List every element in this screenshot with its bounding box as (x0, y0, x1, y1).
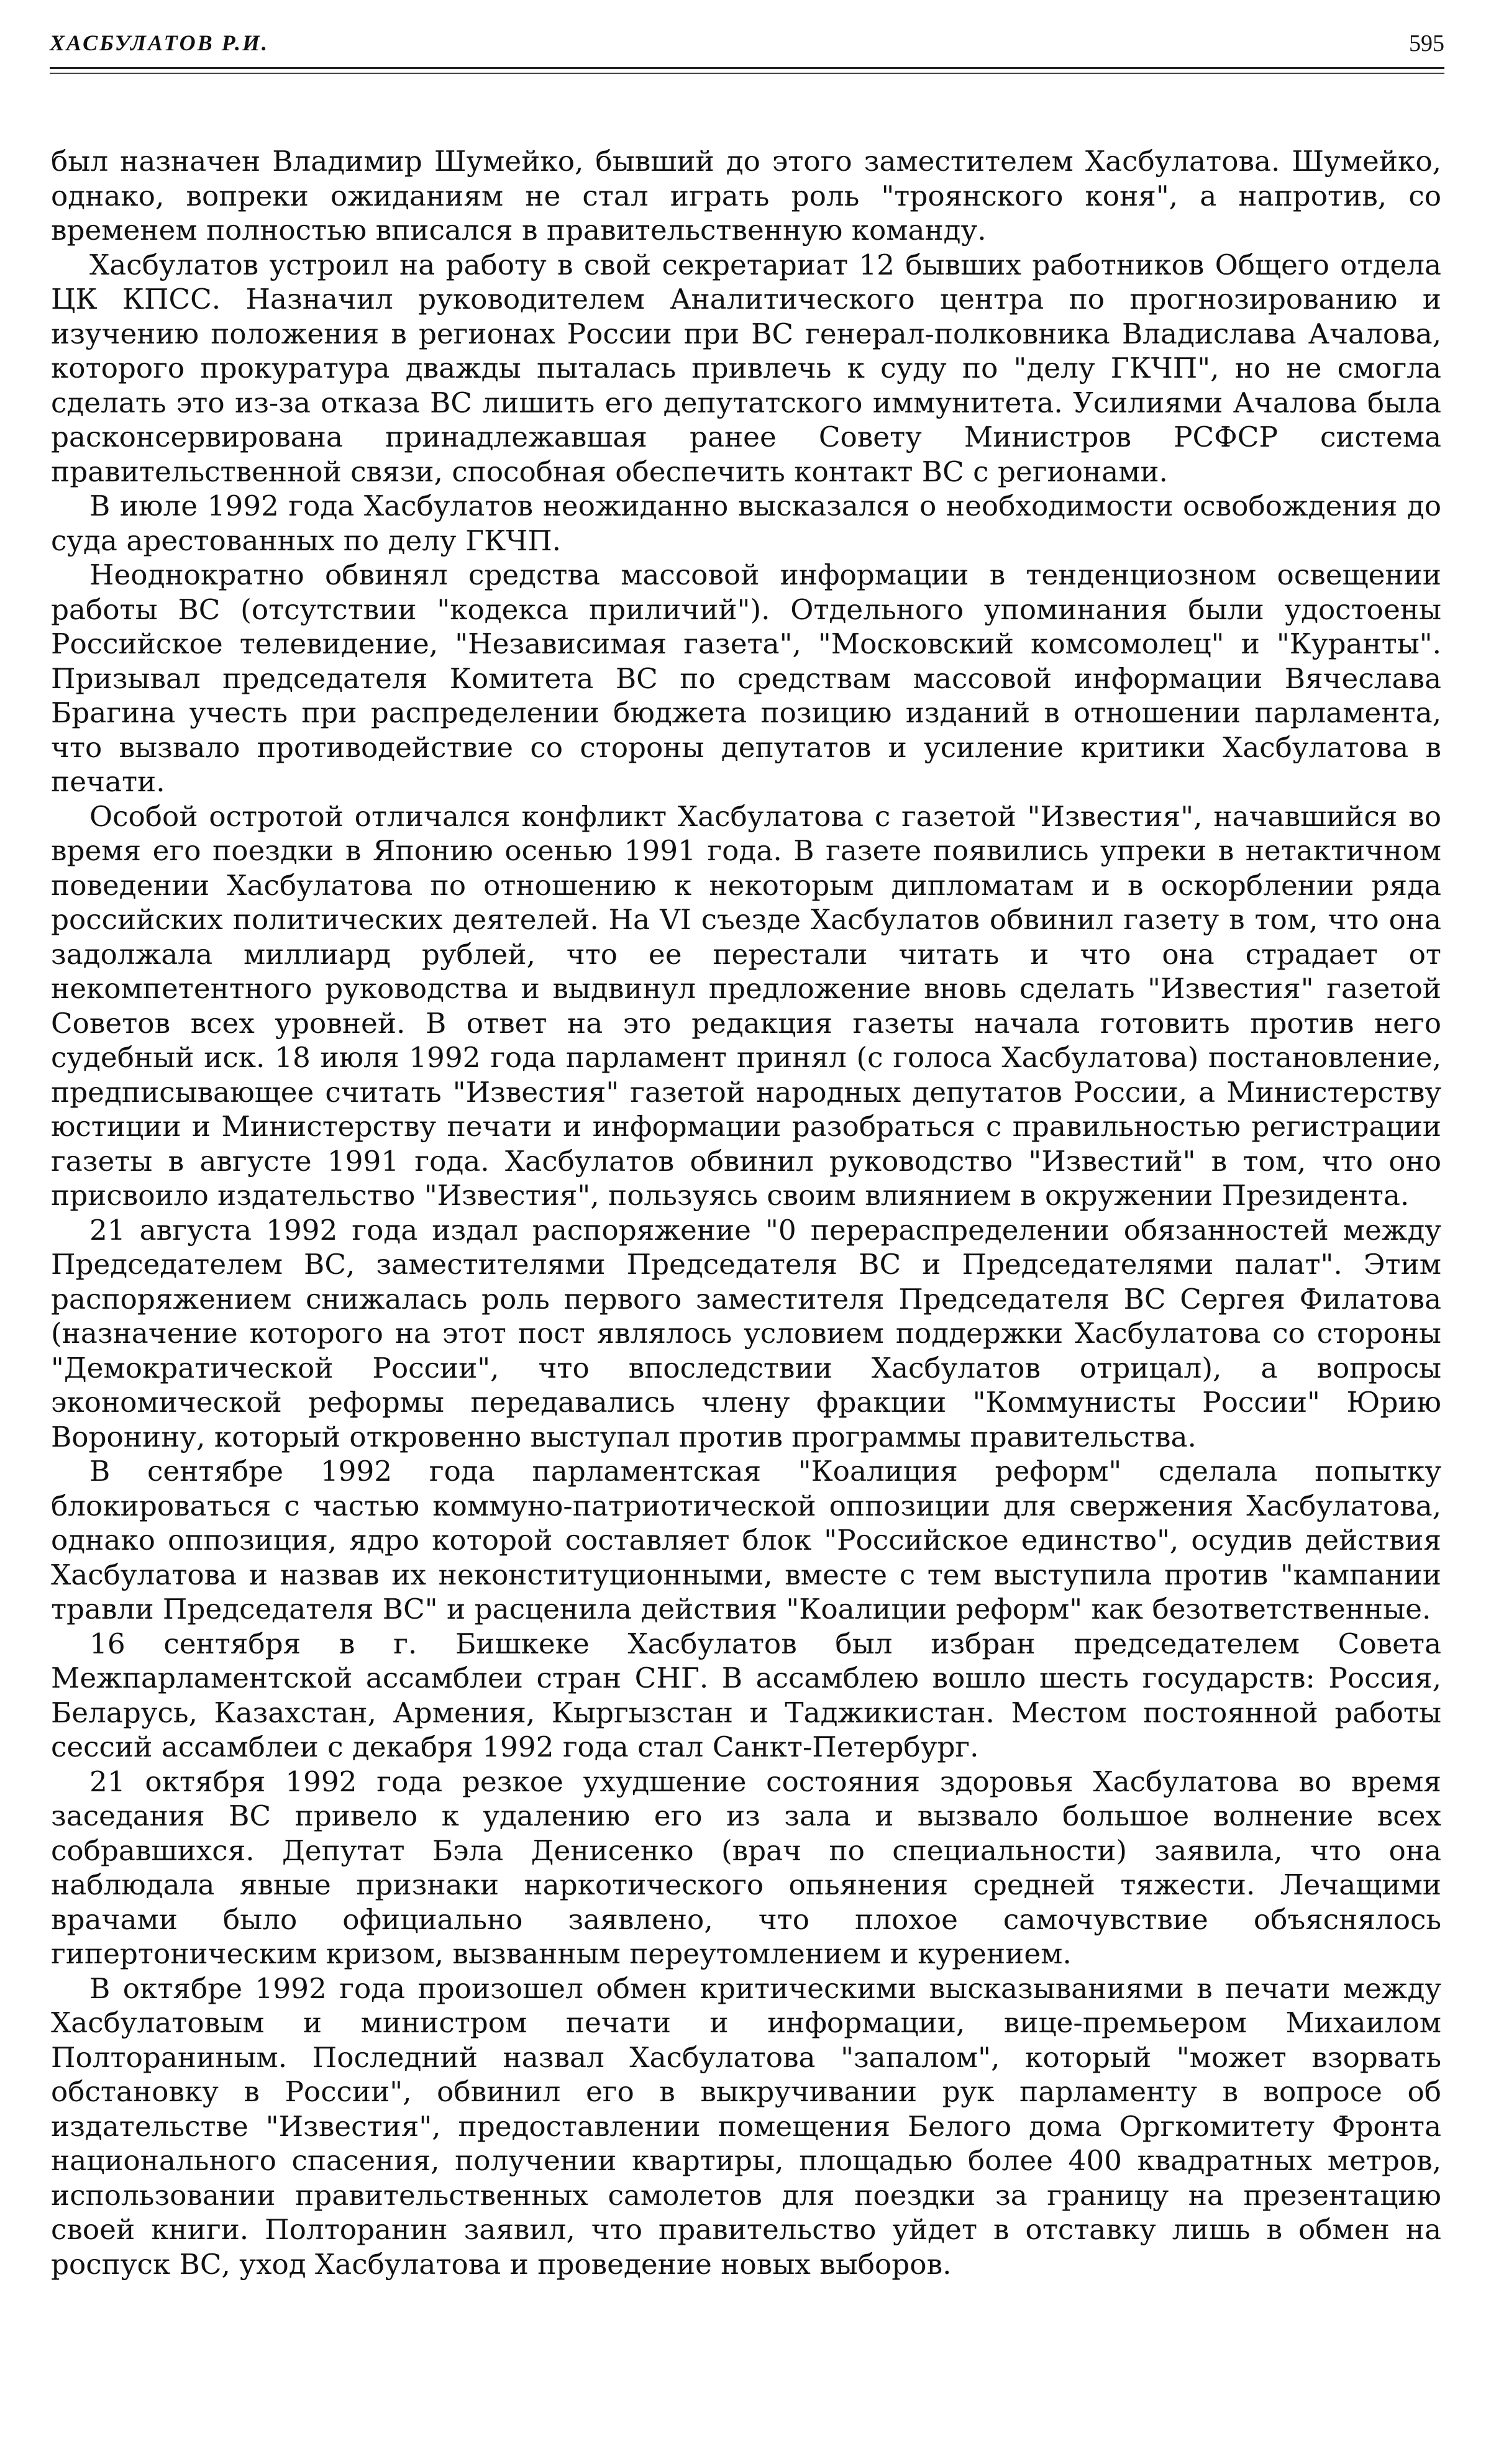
paragraph-cis-assembly: 16 сентября в г. Бишкеке Хасбулатов был избран председателем Совета Межпарламентской ассамблеи стран СНГ. В ассамблею вошло шесть государств: Россия, Беларусь, Казахстан, Армения, Кыргызстан и Таджикистан. Местом постоянной работы сессий ассамблеи с декабря 1992 года стал Санкт-Петербург. (51, 1627, 1441, 1763)
paragraph-poltoranin: В октябре 1992 года произошел обмен критическими высказываниями в печати между Хасбулатовым и министром печати и информации, вице-премьером Михаилом Полтораниным. Последний назвал Хасбулатова "запалом", который "может взорвать обстановку в России", обвинил его в выкручивании рук парламенту в вопросе об издательстве "Известия", предоставлении помещения Белого дома Оргкомитету Фронта национального спасения, получении квартиры, площадью более 400 квадратных метров, использовании правительственных самолетов для поездки за границу на презентацию своей книги. Полторанин заявил, что правительство уйдет в отставку лишь в обмен на роспуск ВС, уход Хасбулатова и проведение новых выборов. (51, 1971, 1441, 2281)
header-rule-top (50, 67, 1444, 69)
paragraph-health-incident: 21 октября 1992 года резкое ухудшение состояния здоровья Хасбулатова во время заседания ВС привело к удалению его из зала и вызвало большое волнение всех собравшихся. Депутат Бэла Денисенко (врач по специальности) заявила, что она наблюдала явные признаки наркотического опьянения средней тяжести. Лечащими врачами было официально заявлено, что плохое самочувствие объяснялось гипертоническим кризом, вызванным переутомлением и курением. (51, 1765, 1441, 1970)
header-rule-bottom (50, 73, 1444, 74)
running-head (50, 25, 1444, 68)
paragraph-secretariat: Хасбулатов устроил на работу в свой секретариат 12 бывших работников Общего отдела ЦК КПСС. Назначил руководителем Аналитического центра по прогнозированию и изучению положения в регионах России при ВС генерал-полковника Владислава Ачалова, которого прокуратура дважды пыталась привлечь к суду по "делу ГКЧП", но не смогла сделать это из-за отказа ВС лишить его депутатского иммунитета. Усилиями Ачалова была расконсервирована принадлежавшая ранее Совету Министров РСФСР система правительственной связи, способная обеспечить контакт ВС с регионами. (51, 248, 1441, 488)
paragraph-mass-media: Неоднократно обвинял средства массовой информации в тенденциозном освещении работы ВС (отсутствии "кодекса приличий"). Отдельного упоминания были удостоены Российское телевидение, "Независимая газета", "Московский комсомолец" и "Куранты". Призывал председателя Комитета ВС по средствам массовой информации Вячеслава Брагина учесть при распределении бюджета позицию изданий в отношении парламента, что вызвало противодействие со стороны депутатов и усиление критики Хасбулатова в печати. (51, 558, 1441, 798)
paragraph-gkchp-release: В июле 1992 года Хасбулатов неожиданно высказался о необходимости освобождения до суда арестованных по делу ГКЧП. (51, 489, 1441, 557)
body-text (51, 144, 1441, 2281)
paragraph-august-order: 21 августа 1992 года издал распоряжение "0 перераспределении обязанностей между Председателем ВС, заместителями Председателя ВС и Председателями палат". Этим распоряжением снижалась роль первого заместителя Председателя ВС Сергея Филатова (назначение которого на этот пост являлось условием поддержки Хасбулатова со стороны "Демократической России", что впоследствии Хасбулатов отрицал), а вопросы экономической реформы передавались члену фракции "Коммунисты России" Юрию Воронину, который откровенно выступал против программы правительства. (51, 1213, 1441, 1453)
paragraph-izvestia-conflict: Особой остротой отличался конфликт Хасбулатова с газетой "Известия", начавшийся во время его поездки в Японию осенью 1991 года. В газете появились упреки в нетактичном поведении Хасбулатова по отношению к некоторым дипломатам и в оскорблении ряда российских политических деятелей. На VI съезде Хасбулатов обвинил газету в том, что она задолжала миллиард рублей, что ее перестали читать и что она страдает от некомпетентного руководства и выдвинул предложение вновь сделать "Известия" газетой Советов всех уровней. В ответ на это редакция газеты начала готовить против него судебный иск. 18 июля 1992 года парламент принял (с голоса Хасбулатова) постановление, предписывающее считать "Известия" газетой народных депутатов России, а Министерству юстиции и Министерству печати и информации разобраться с правильностью регистрации газеты в августе 1991 года. Хасбулатов обвинил руководство "Известий" в том, что оно присвоило издательство "Известия", пользуясь своим влиянием в окружении Президента. (51, 799, 1441, 1212)
paragraph-shumeiko: был назначен Владимир Шумейко, бывший до этого заместителем Хасбулатова. Шумейко, однако, вопреки ожиданиям не стал играть роль "троянского коня", а напротив, со временем полностью вписался в правительственную команду. (51, 145, 1441, 247)
paragraph-reform-coalition: В сентябре 1992 года парламентская "Коалиция реформ" сделала попытку блокироваться с частью коммуно-патриотической оппозиции для свержения Хасбулатова, однако оппозиция, ядро которой составляет блок "Российское единство", осудив действия Хасбулатова и назвав их неконституционными, вместе с тем выступила против "кампании травли Председателя ВС" и расценила действия "Коалиции реформ" как безответственные. (51, 1455, 1441, 1625)
page-number: 595 (1409, 30, 1444, 57)
running-title: ХАСБУЛАТОВ Р.И. (50, 30, 270, 55)
